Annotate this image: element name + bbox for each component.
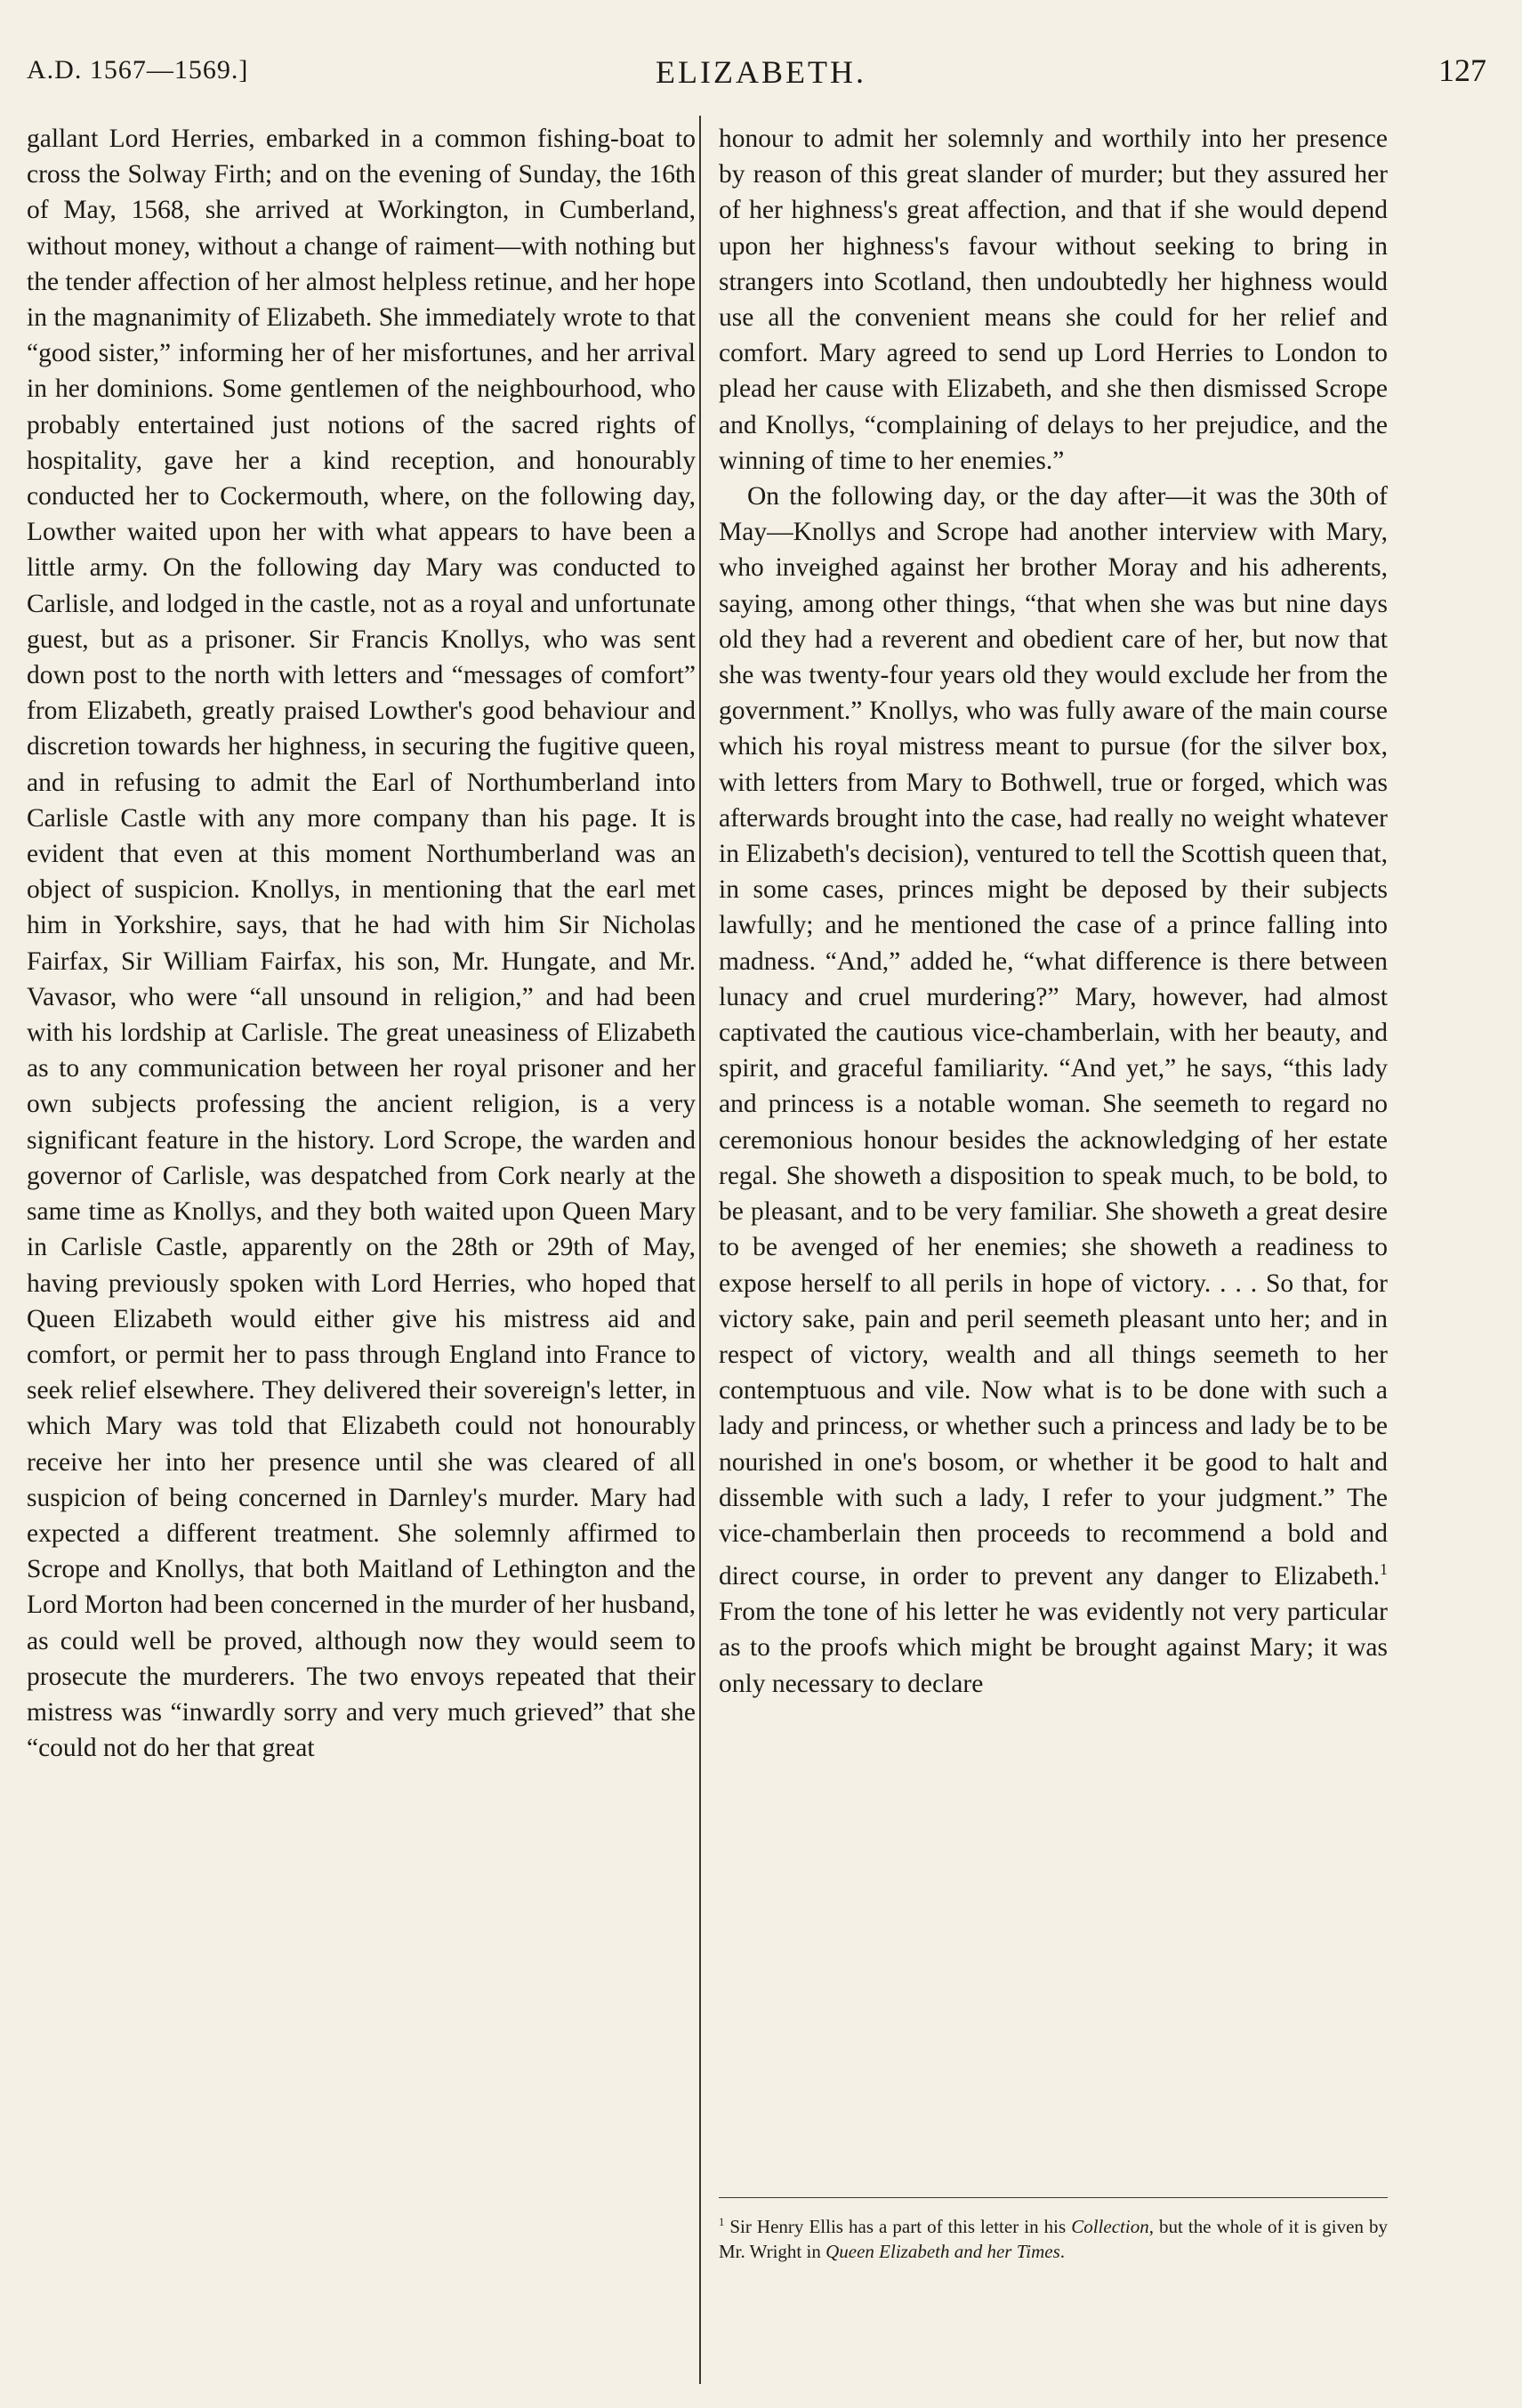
header-title: ELIZABETH. xyxy=(656,54,866,90)
right-column xyxy=(719,121,1388,1702)
page-number: 127 xyxy=(1438,52,1486,88)
right-paragraph-1: honour to admit her solemnly and worthily into her presence by reason of this great slander of murder; but they assured her of her highness's great affection, and that if she would depend upon her highness's favour without seeking to bring in strangers into Scotland, then undoubtedly her highness would use all the convenient means she could for her relief and comfort. Mary agreed to send up Lord Herries to London to plead her cause with Elizabeth, and she then dismissed Scrope and Knollys, “complaining of delays to her prejudice, and the winning of time to her enemies.” xyxy=(719,125,1388,475)
footnote-text-b: , but the whole of it is given by Mr. Wright in xyxy=(719,2216,1389,2262)
footnote-text-a: Sir Henry Ellis has a part of this letter in his xyxy=(729,2216,1072,2237)
running-header xyxy=(0,52,1522,96)
right-paragraph-2-text: On the following day, or the day after—it was the 30th of May—Knollys and Scrope had another interview with Mary, who inveighed against her brother Moray and his adherents, saying, among other things, “that when she was but nine days old they had a reverent and obedient care of her, but now that she was twenty-four years old they would exclude her from the government.” Knollys, who was fully aware of the main course which his royal mistress meant to pursue (for the silver box, with letters from Mary to Bothwell, true or forged, which was afterwards brought into the case, had really no weight whatever in Elizabeth's decision), ventured to tell the Scottish queen that, in some cases, princes might be deposed by their subjects lawfully; and he mentioned the case of a prince falling into madness. “And,” added he, “what difference is there between lunacy and cruel murdering?” Mary, however, had almost captivated the cautious vice-chamberlain, with her beauty, and spirit, and graceful familiarity. “And yet,” he says, “this lady and princess is a notable woman. She seemeth to regard no ceremonious honour besides the acknowledging of her estate regal. She showeth a disposition to speak much, to be bold, to be pleasant, and to be very familiar. She showeth a great desire to be avenged of her enemies; she showeth a readiness to expose herself to all perils in hope of victory. . . . So that, for victory sake, pain and peril seemeth pleasant unto her; and in respect of victory, wealth and all things seemeth to her contemptuous and vile. Now what is to be done with such a lady and princess, or whether such a princess and lady be to be nourished in one's bosom, or whether it be good to halt and dissemble with such a lady, I refer to your judgment.” The vice-chamberlain then proceeds to recommend a bold and direct course, in order to prevent any danger to Elizabeth. xyxy=(719,482,1388,1591)
footnote-reference: 1 xyxy=(1380,1560,1388,1579)
footnote-title-collection: Collection xyxy=(1071,2216,1149,2237)
column-divider xyxy=(699,116,701,2384)
right-paragraph-2-continued: From the tone of his letter he was evidently not very particular as to the proofs which might be brought against Mary; it was only necessary to declare xyxy=(719,1598,1388,1698)
left-paragraph: gallant Lord Herries, embarked in a common fishing-boat to cross the Solway Firth; and on the evening of Sunday, the 16th of May, 1568, she arrived at Workington, in Cumberland, without money, without a change of raiment—with nothing but the tender affection of her almost helpless retinue, and her hope in the magnanimity of Elizabeth. She immediately wrote to that “good sister,” informing her of her misfortunes, and her arrival in her dominions. Some gentlemen of the neighbourhood, who probably entertained just notions of the sacred rights of hospitality, gave her a kind reception, and honourably conducted her to Cockermouth, where, on the following day, Lowther waited upon her with what appears to have been a little army. On the following day Mary was conducted to Carlisle, and lodged in the castle, not as a royal and unfortunate guest, but as a prisoner. Sir Francis Knollys, who was sent down post to the north with letters and “messages of comfort” from Elizabeth, greatly praised Lowther's good behaviour and discretion towards her highness, in securing the fugitive queen, and in refusing to admit the Earl of Northumberland into Carlisle Castle with any more company than his page. It is evident that even at this moment Northumberland was an object of suspicion. Knollys, in mentioning that the earl met him in Yorkshire, says, that he had with him Sir Nicholas Fairfax, Sir William Fairfax, his son, Mr. Hungate, and Mr. Vavasor, who were “all unsound in religion,” and had been with his lordship at Carlisle. The great uneasiness of Elizabeth as to any communication between her royal prisoner and her own subjects professing the ancient religion, is a very significant feature in the history. Lord Scrope, the warden and governor of Carlisle, was despatched from Cork nearly at the same time as Knollys, and they both waited upon Queen Mary in Carlisle Castle, apparently on the 28th or 29th of May, having previously spoken with Lord Herries, who hoped that Queen Elizabeth would either give his mistress aid and comfort, or permit her to pass through England into France to seek relief elsewhere. They delivered their sovereign's letter, in which Mary was told that Elizabeth could not honourably receive her into her presence until she was cleared of all suspicion of being concerned in Darnley's murder. Mary had expected a different treatment. She solemnly affirmed to Scrope and Knollys, that both Maitland of Lethington and the Lord Morton had been concerned in the murder of her husband, as could well be proved, although now they would seem to prosecute the murderers. The two envoys repeated that their mistress was “inwardly sorry and very much grieved” that she “could not do her that great xyxy=(27,125,696,1763)
footnote-text-c: . xyxy=(1059,2241,1065,2262)
footnote-title-queen-elizabeth: Queen Elizabeth and her Times xyxy=(825,2241,1060,2262)
footnote xyxy=(719,2210,1388,2264)
footnote-number: 1 xyxy=(719,2216,725,2228)
header-date-range: A.D. 1567—1569.] xyxy=(27,55,249,85)
left-column xyxy=(27,121,696,1766)
footnote-divider xyxy=(719,2197,1388,2198)
right-paragraph-2 xyxy=(719,479,1388,1702)
